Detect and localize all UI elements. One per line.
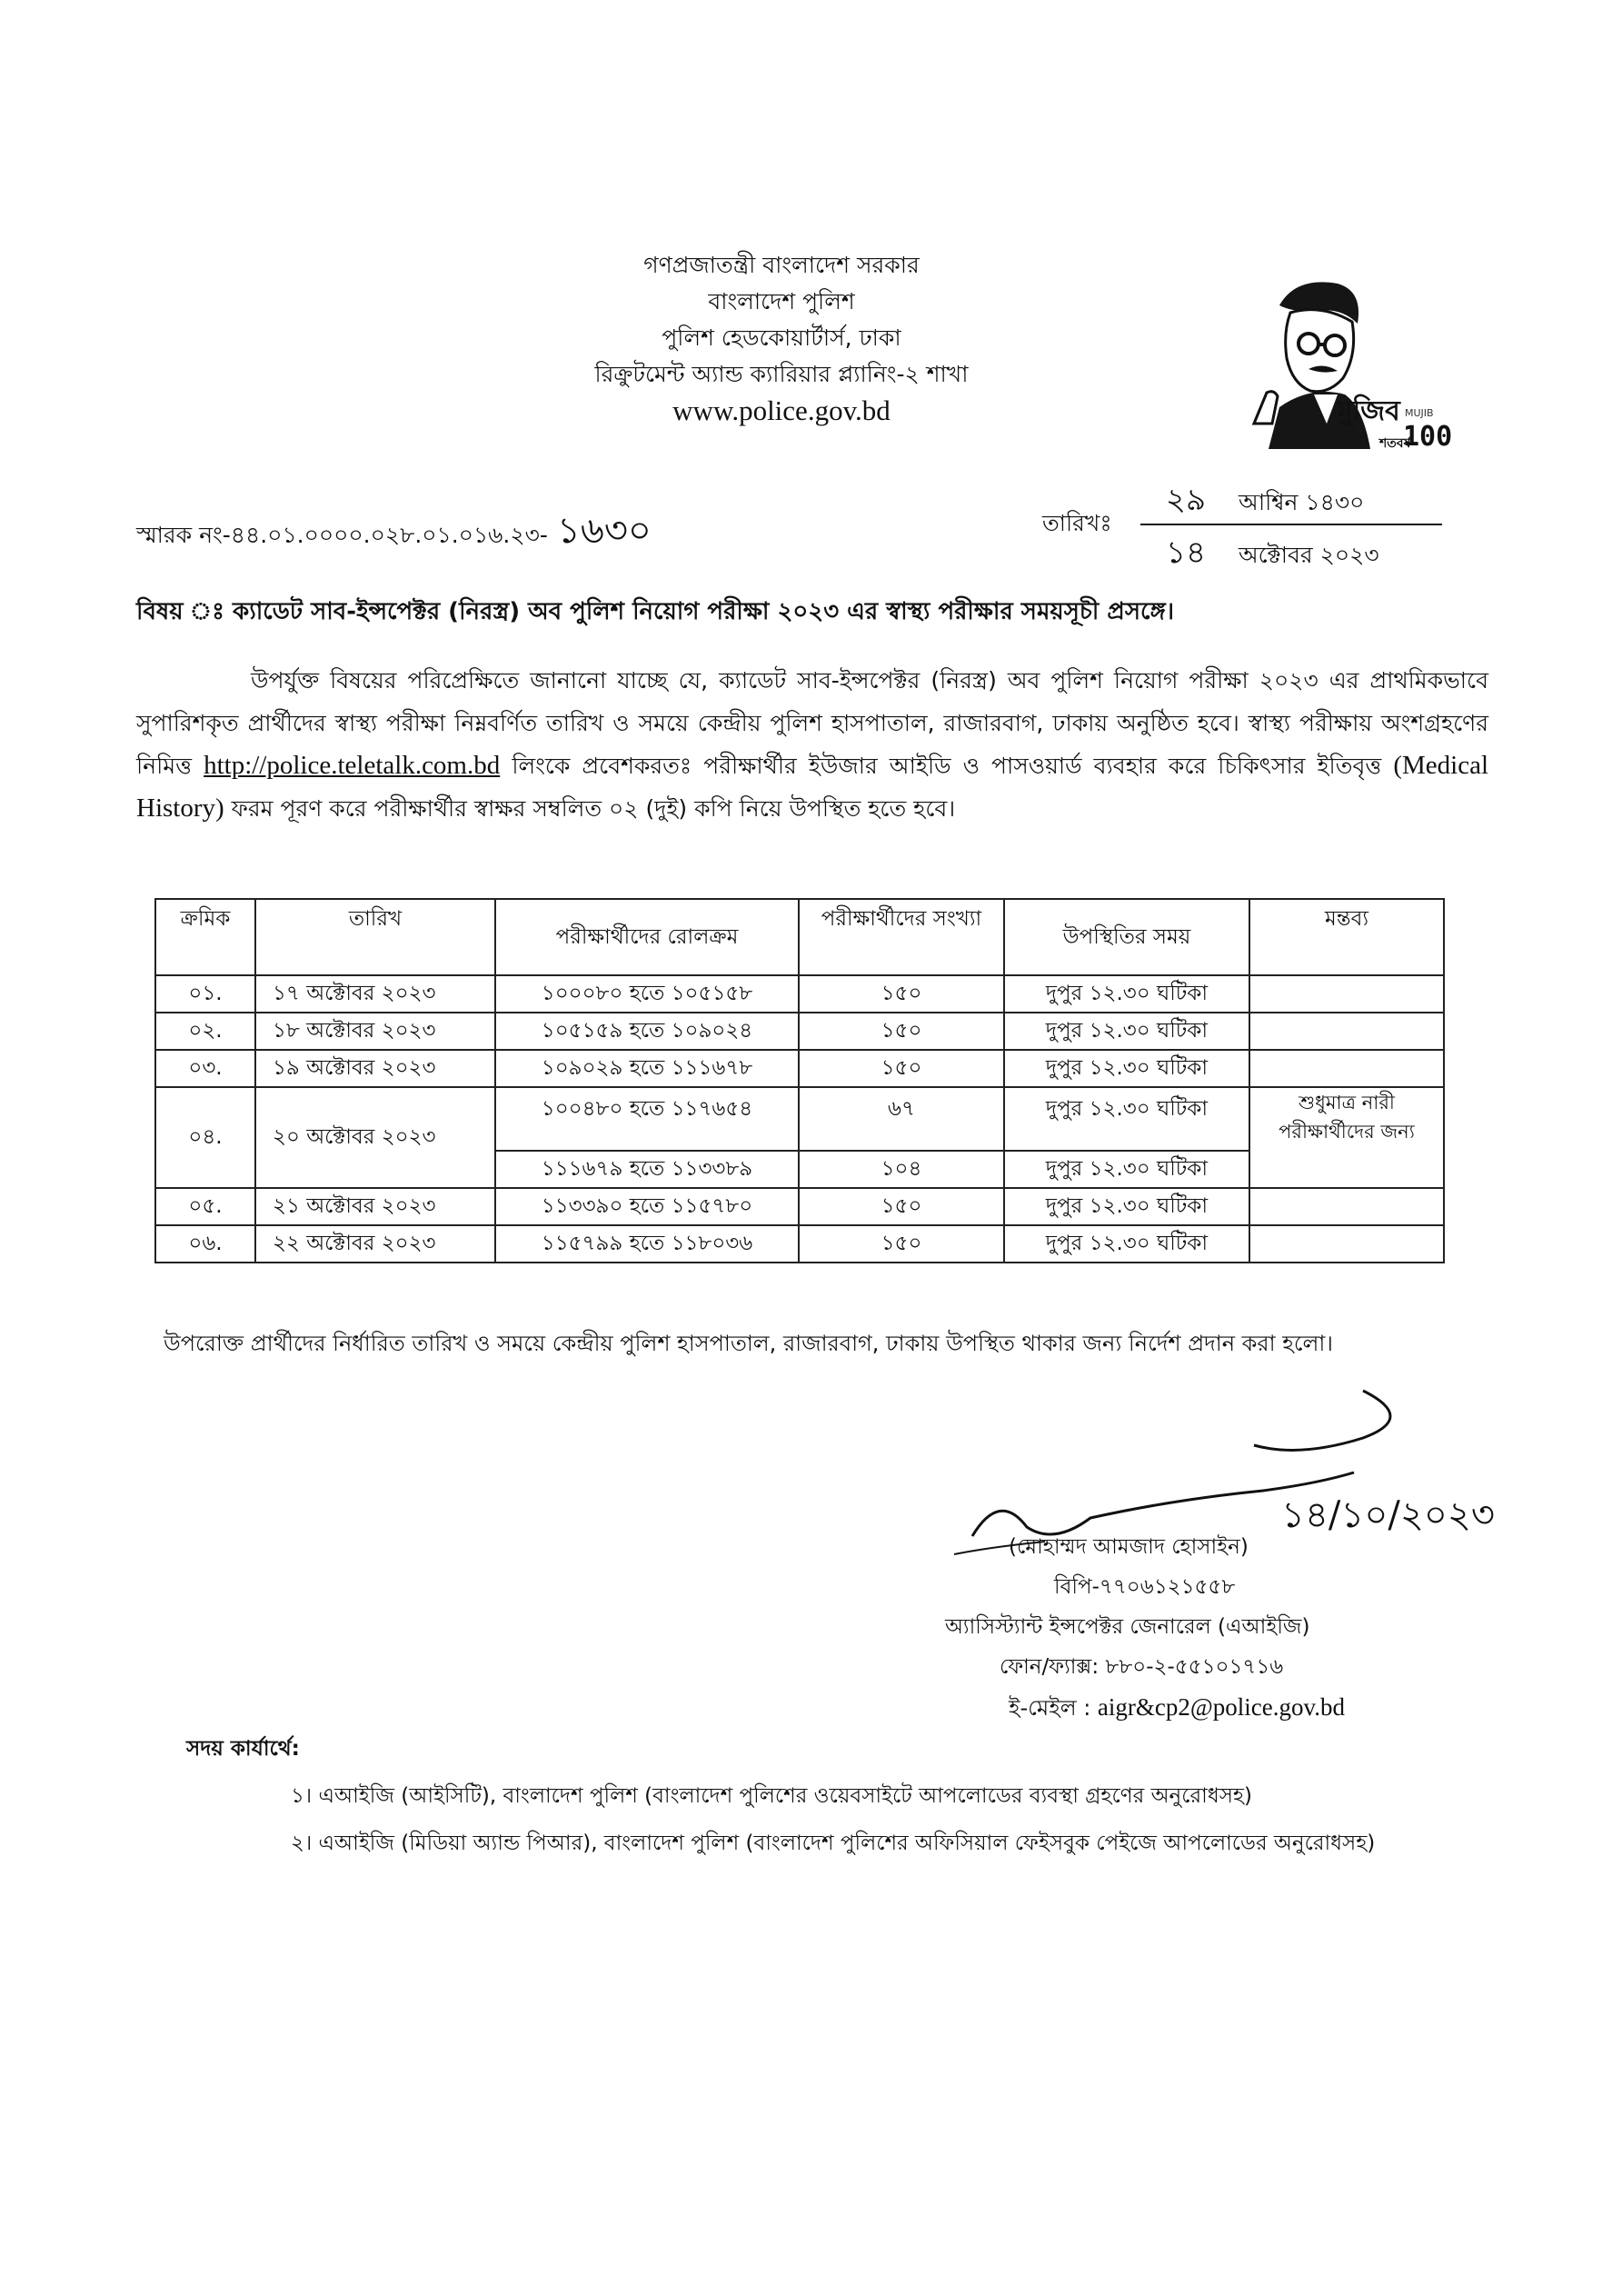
header-roll-range: পরীক্ষার্থীদের রোলক্রম [495,899,799,975]
header-remarks: মন্তব্য [1249,899,1444,975]
svg-text:শতবর্ষ: শতবর্ষ [1379,436,1411,451]
cell-date: ২০ অক্টোবর ২০২৩ [255,1087,495,1188]
header-time: উপস্থিতির সময় [1004,899,1249,975]
cell-time: দুপুর ১২.৩০ ঘটিকা [1004,1151,1249,1188]
cell-count: ১০৪ [799,1151,1004,1188]
medical-history-term: (Medical History) [136,751,1488,823]
cell-date: ১৭ অক্টোবর ২০২৩ [255,975,495,1013]
cell-roll: ১০০০৮০ হতে ১০৫১৫৮ [495,975,799,1013]
header-serial: ক্রমিক [155,899,255,975]
memo-handwritten-number: ১৬৩০ [556,510,652,552]
bangla-day: ২৯ [1165,482,1207,518]
signatory-phone: ফোন/ফ্যাক্স: ৮৮০-২-৫৫১০১৭১৬ [1000,1655,1284,1679]
cell-roll: ১০০৪৮০ হতে ১১৭৬৫৪ [495,1087,799,1151]
letterhead [491,247,1072,429]
signatory-name: (মোহাম্মদ আমজাদ হোসাইন) [1009,1535,1249,1559]
cell-date: ১৮ অক্টোবর ২০২৩ [255,1013,495,1050]
signatory-email [1009,1687,1381,1728]
cell-date: ২১ অক্টোবর ২০২৩ [255,1188,495,1225]
english-day: ১৪ [1165,534,1207,571]
cell-count: ১৫০ [799,1225,1004,1263]
header-date: তারিখ [255,899,495,975]
cell-time: দুপুর ১২.৩০ ঘটিকা [1004,1087,1249,1151]
cell-remark [1249,1013,1444,1050]
cell-serial: ০৩. [155,1050,255,1087]
body-text-3: ফরম পূরণ করে পরীক্ষার্থীর স্বাক্ষর সম্বলিত ০২ (দুই) কপি নিয়ে উপস্থিত হতে হবে। [224,795,956,822]
cell-remark [1249,1188,1444,1225]
cell-serial: ০১. [155,975,255,1013]
date-label: তারিখঃ [1042,510,1112,536]
list-item: ১। এআইজি (আইসিটি), বাংলাদেশ পুলিশ (বাংলাদেশ পুলিশের ওয়েবসাইটে আপলোডের ব্যবস্থা গ্রহণের অনুরোধসহ) [291,1784,1252,1808]
cell-roll: ১০৯০২৯ হতে ১১১৬৭৮ [495,1050,799,1087]
svg-text:মুজিব: মুজিব [1338,395,1400,427]
email-label: ই-মেইল : [1009,1695,1098,1721]
header-count: পরীক্ষার্থীদের সংখ্যা [799,899,1004,975]
table-row [155,1188,1444,1225]
cell-roll: ১১১৬৭৯ হতে ১১৩৩৮৯ [495,1151,799,1188]
cell-remark: শুধুমাত্র নারী পরীক্ষার্থীদের জন্য [1249,1087,1444,1188]
email-address[interactable]: aigr&cp2@police.gov.bd [1097,1693,1345,1721]
cell-count: ১৫০ [799,975,1004,1013]
signatory-bp: বিপি-৭৭০৬১২১৫৫৮ [1054,1575,1236,1599]
cell-roll: ১১৫৭৯৯ হতে ১১৮০৩৬ [495,1225,799,1263]
svg-text:100: 100 [1403,421,1453,453]
cell-count: ৬৭ [799,1087,1004,1151]
cell-date: ২২ অক্টোবর ২০২৩ [255,1225,495,1263]
cell-time: দুপুর ১২.৩০ ঘটিকা [1004,1050,1249,1087]
table-row [155,975,1444,1013]
cell-serial: ০৪. [155,1087,255,1188]
department-name: বাংলাদেশ পুলিশ [708,288,855,314]
signature-date: ১৪/১০/২০২৩ [1281,1494,1495,1536]
cell-remark [1249,975,1444,1013]
memo-number [136,502,652,563]
branch-name: রিক্রুটমেন্ট অ্যান্ড ক্যারিয়ার প্ল্যানিং-২ শাখা [594,361,969,387]
bangla-date [1140,476,1442,522]
signatory-designation: অ্যাসিস্ট্যান্ট ইন্সপেক্টর জেনারেল (এআইজি) [945,1615,1310,1639]
cell-roll: ১০৫১৫৯ হতে ১০৯০২৪ [495,1013,799,1050]
body-text-2: লিংকে প্রবেশকরতঃ পরীক্ষার্থীর ইউজার আইডি ও পাসওয়ার্ড ব্যবহার করে চিকিৎসার ইতিবৃত্ত [500,753,1394,779]
cell-serial: ০২. [155,1013,255,1050]
cell-serial: ০৬. [155,1225,255,1263]
cell-remark [1249,1225,1444,1263]
english-date [1140,529,1442,574]
memo-prefix: স্মারক নং-৪৪.০১.০০০০.০২৮.০১.০১৬.২৩- [136,522,548,548]
body-text-1: উপর্যুক্ত বিষয়ের পরিপ্রেক্ষিতে জানানো যাচ্ছে যে, ক্যাডেট সাব-ইন্সপেক্টর (নিরস্ত্র) অব পুলিশ নিয়োগ পরীক্ষা ২০২৩ এর প্রাথমিকভাবে সুপারিশকৃত প্রার্থীদের স্বাস্থ্য পরীক্ষা নিম্নবর্ণিত তারিখ ও সময়ে কেন্দ্রীয় পুলিশ হাসপাতাল, রাজারবাগ, ঢাকায় অনুষ্ঠিত হবে। স্বাস্থ্য পরীক্ষায় অংশগ্রহণের নিমিত্ত [136,667,1488,779]
schedule-table [154,898,1445,1263]
cell-remark [1249,1050,1444,1087]
date-block [1140,476,1442,574]
bangla-month-year: আশ্বিন ১৪৩০ [1238,489,1365,515]
cell-time: দুপুর ১২.৩০ ঘটিকা [1004,1188,1249,1225]
cell-count: ১৫০ [799,1050,1004,1087]
subject-line: বিষয় ঃ ক্যাডেট সাব-ইন্সপেক্টর (নিরস্ত্র) অব পুলিশ নিয়োগ পরীক্ষা ২০২৩ এর স্বাস্থ্য পরীক্ষার সময়সূচী প্রসঙ্গে। [136,598,1174,625]
office-name: পুলিশ হেডকোয়ার্টার্স, ঢাকা [662,324,901,351]
table-row [155,1013,1444,1050]
copy-to-list [291,1772,1375,1867]
svg-text:MUJIB: MUJIB [1405,407,1434,419]
table-header-row [155,899,1444,975]
cell-date: ১৯ অক্টোবর ২০২৩ [255,1050,495,1087]
cell-roll: ১১৩৩৯০ হতে ১১৫৭৮০ [495,1188,799,1225]
cell-time: দুপুর ১২.৩০ ঘটিকা [1004,1013,1249,1050]
teletalk-link[interactable]: http://police.teletalk.com.bd [204,751,501,780]
closing-instruction: উপরোক্ত প্রার্থীদের নির্ধারিত তারিখ ও সময়ে কেন্দ্রীয় পুলিশ হাসপাতাল, রাজারবাগ, ঢাকায় উপস্থিত থাকার জন্য নির্দেশ প্রদান করা হলো। [164,1331,1333,1356]
table-row [155,1050,1444,1087]
cell-time: দুপুর ১২.৩০ ঘটিকা [1004,1225,1249,1263]
cell-serial: ০৫. [155,1188,255,1225]
body-paragraph [136,659,1488,830]
government-name: গণপ্রজাতন্ত্রী বাংলাদেশ সরকার [643,252,920,278]
english-month-year: অক্টোবর ২০২৩ [1238,542,1379,568]
website-url: www.police.gov.bd [672,394,891,426]
list-item: ২। এআইজি (মিডিয়া অ্যান্ড পিআর), বাংলাদেশ পুলিশ (বাংলাদেশ পুলিশের অফিসিয়াল ফেইসবুক পেইজে আপলোডের অনুরোধসহ) [291,1832,1376,1855]
cell-time: দুপুর ১২.৩০ ঘটিকা [1004,975,1249,1013]
copy-to-title: সদয় কার্যার্থে: [186,1737,300,1761]
table-row [155,1087,1444,1151]
cell-count: ১৫০ [799,1013,1004,1050]
mujib-100-logo [1243,271,1453,453]
table-row [155,1225,1444,1263]
signature-block [909,1527,1381,1728]
cell-count: ১৫০ [799,1188,1004,1225]
